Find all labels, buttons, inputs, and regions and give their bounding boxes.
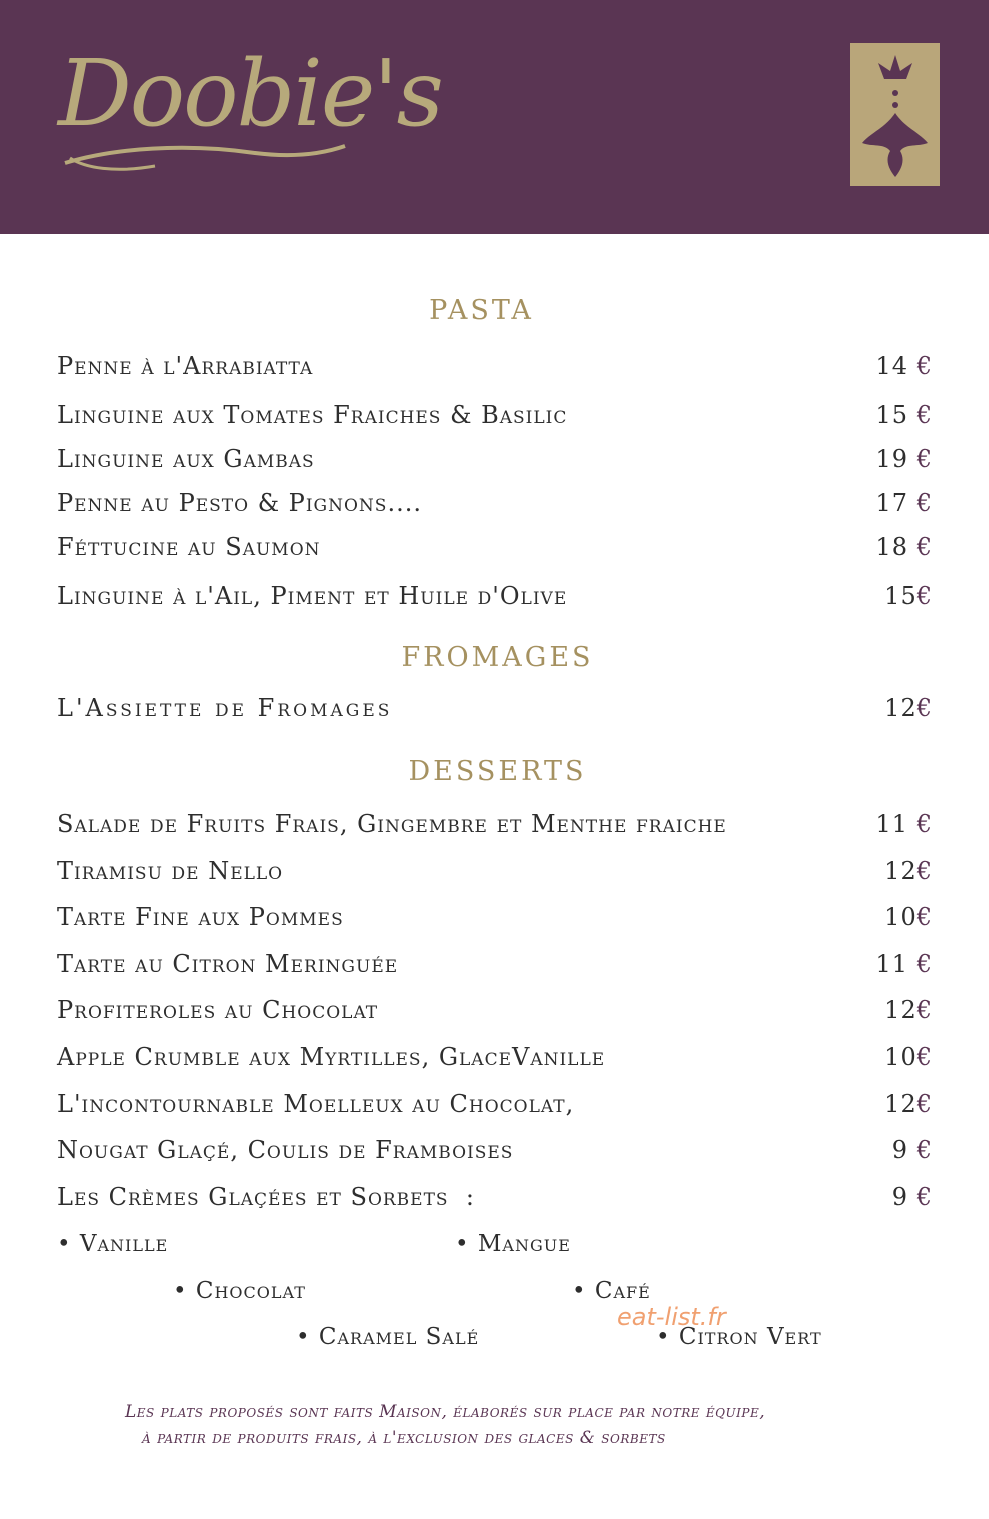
footnote-line-2: à partir de produits frais, à l'exclusion des glaces & sorbets (142, 1428, 666, 1448)
menu-item (57, 996, 933, 1026)
section-title-desserts: DESSERTS (408, 756, 587, 787)
section-title-pasta: PASTA (429, 295, 534, 326)
item-price: 9 € (891, 1136, 933, 1164)
menu-item (57, 582, 933, 612)
item-price: 11 € (875, 810, 933, 838)
item-price: 9 € (891, 1183, 933, 1211)
item-price: 11 € (875, 950, 933, 978)
item-name: Féttucine au Saumon (57, 533, 321, 561)
item-price: 15€ (884, 582, 933, 610)
item-name: L'Assiette de Fromages (57, 694, 393, 722)
fleur-emblem-icon (850, 43, 940, 186)
flavor-item: • Mangue (455, 1231, 571, 1257)
item-price: 18 € (875, 533, 933, 561)
menu-item (57, 352, 933, 382)
section-title-fromages: FROMAGES (401, 642, 594, 673)
menu-item (57, 903, 933, 933)
item-price: 12€ (884, 857, 933, 885)
menu-item (57, 950, 933, 980)
menu-item (57, 1043, 933, 1073)
item-price: 17 € (875, 489, 933, 517)
watermark: eat-list.fr (617, 1303, 726, 1331)
menu-item (57, 1090, 933, 1120)
item-name: Penne au Pesto & Pignons.... (57, 489, 422, 517)
item-name: Linguine aux Tomates Fraiches & Basilic (57, 401, 568, 429)
item-price: 12€ (884, 694, 933, 722)
item-name: Linguine à l'Ail, Piment et Huile d'Olive (57, 582, 568, 610)
flavor-item: • Citron Vert (656, 1324, 822, 1350)
item-name: L'incontournable Moelleux au Chocolat, (57, 1090, 575, 1118)
menu-item (57, 489, 933, 519)
menu-header (0, 0, 989, 234)
footnote-line-1: Les plats proposés sont faits Maison, élaborés sur place par notre équipe, (125, 1402, 766, 1422)
menu-item (57, 810, 933, 840)
menu-item (57, 533, 933, 563)
item-name: Salade de Fruits Frais, Gingembre et Menthe fraiche (57, 810, 727, 838)
item-price: 15 € (875, 401, 933, 429)
menu-item (57, 1136, 933, 1166)
item-name: Tarte au Citron Meringuée (57, 950, 399, 978)
flavor-item: • Caramel Salé (296, 1324, 480, 1350)
item-name: Tiramisu de Nello (57, 857, 284, 885)
menu-item (57, 401, 933, 431)
item-price: 12€ (884, 996, 933, 1024)
item-price: 14 € (875, 352, 933, 380)
menu-item (57, 694, 933, 724)
item-name: Profiteroles au Chocolat (57, 996, 379, 1024)
restaurant-logo: Doobie's (58, 40, 442, 147)
menu-item (57, 445, 933, 475)
item-name: Linguine aux Gambas (57, 445, 315, 473)
item-name: Nougat Glaçé, Coulis de Framboises (57, 1136, 514, 1164)
item-price: 10€ (884, 1043, 933, 1071)
item-price: 12€ (884, 1090, 933, 1118)
item-price: 19 € (875, 445, 933, 473)
menu-item (57, 857, 933, 887)
item-name: Tarte Fine aux Pommes (57, 903, 344, 931)
item-name: Penne à l'Arrabiatta (57, 352, 314, 380)
item-price: 10€ (884, 903, 933, 931)
flavor-item: • Chocolat (173, 1278, 306, 1304)
flavor-item: • Vanille (57, 1231, 169, 1257)
item-name: Les Crèmes Glaçées et Sorbets : (57, 1183, 475, 1211)
item-name: Apple Crumble aux Myrtilles, GlaceVanille (57, 1043, 606, 1071)
menu-item (57, 1183, 933, 1213)
flavor-item: • Café (572, 1278, 651, 1304)
